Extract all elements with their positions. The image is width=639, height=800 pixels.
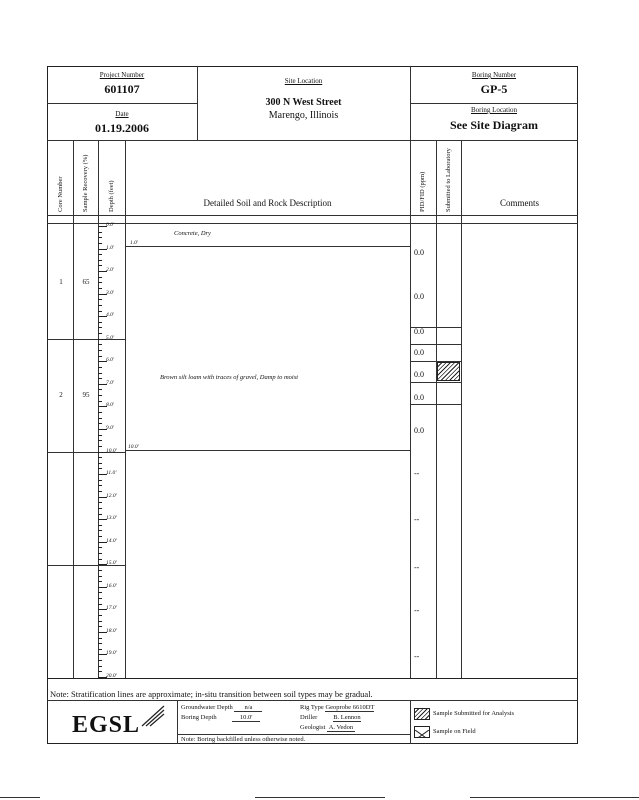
pid-header: PID/FID (ppm) [419,171,426,212]
depth-label: 1.0' [106,244,115,251]
pid-cell-divider [410,404,461,405]
rig-type-row [300,704,374,712]
pid-reading: -- [414,469,420,478]
depth-tick-minor [98,435,102,436]
depth-tick-minor [98,463,102,464]
site-location-label: Site Location [284,77,323,85]
pid-reading: 0.0 [414,292,424,301]
depth-header: Depth (feet) [108,180,115,212]
pid-reading: 0.0 [414,370,424,379]
project-number: 601107 [104,82,140,96]
pid-reading: -- [414,652,420,661]
pid-cell-divider [410,382,461,383]
pid-reading: -- [414,606,420,615]
depth-tick-minor [98,344,102,345]
comments-header: Comments [499,198,539,208]
site-line-2: Marengo, Illinois [268,110,339,121]
depth-label: 16.0' [106,582,117,589]
depth-tick-minor [98,265,102,266]
depth-label: 12.0' [106,492,117,499]
depth-tick-minor [98,643,102,644]
footer-note-line [47,700,578,701]
depth-label: 17.0' [106,605,117,612]
depth-label: 14.0' [106,537,117,544]
depth-label: 2.0' [106,267,115,274]
depth-tick-minor [98,356,102,357]
depth-label: 18.0' [106,627,117,634]
groundwater-value: n/a [234,704,262,712]
depth-tick-minor [98,649,102,650]
depth-tick-minor [98,277,102,278]
depth-tick-minor [98,553,102,554]
groundwater-label: Groundwater Depth [181,704,233,711]
sample-recovery-header: Sample Recovery (%) [82,154,89,212]
layer-depth-2: 10.0' [128,444,139,450]
depth-label: 5.0' [106,334,115,341]
boring-number: GP-5 [480,82,508,96]
boring-number-label: Boring Number [471,71,517,79]
geologist-value: A. Vedon [328,724,354,731]
layer-line-2 [125,450,410,451]
depth-tick-minor [98,327,102,328]
depth-label: 19.0' [106,650,117,657]
project-number-label: Project Number [99,71,145,79]
depth-tick-minor [98,440,102,441]
footer-divider-1 [177,700,178,744]
depth-label: 9.0' [106,424,115,431]
depth-tick-minor [98,412,102,413]
pid-cell-divider [410,327,461,328]
depth-tick-minor [98,322,102,323]
layer-description-1: Concrete, Dry [174,230,211,237]
depth-tick-minor [98,514,102,515]
boring-location: See Site Diagram [450,118,538,132]
depth-label: 11.0' [106,470,117,477]
egsl-logo-swoosh-icon [140,704,166,730]
col-line-desc [410,140,411,678]
col-line-depth [125,140,126,678]
depth-tick-minor [98,615,102,616]
footer-backfill-line [177,734,410,735]
geologist-label: Geologist [300,724,326,731]
depth-tick-minor [98,389,102,390]
depth-label: 8.0' [106,402,115,409]
depth-label: 13.0' [106,515,117,522]
driller-value: B. Lennon [333,714,361,721]
depth-tick-minor [98,536,102,537]
depth-label: 3.0' [106,289,115,296]
legend-field-swatch [414,726,430,738]
depth-tick-minor [98,299,102,300]
col-line-submitted [461,140,462,678]
depth-tick-minor [98,260,102,261]
depth-tick-minor [98,530,102,531]
boring-depth-row [181,714,260,722]
depth-tick-minor [98,485,102,486]
header-mid-line-right [410,103,578,104]
depth-tick-minor [98,621,102,622]
stratification-note: Note: Stratification lines are approximate; in-situ transition between soil types may be gradual. [50,689,373,699]
pid-reading: 0.0 [414,348,424,357]
depth-label: 0.0' [106,222,115,228]
driller-label: Driller [300,714,318,721]
boring-depth-value: 10.0' [232,714,260,722]
pid-reading: 0.0 [414,327,424,336]
recovery-2: 95 [82,391,90,399]
pid-reading: -- [414,515,420,524]
pid-reading: -- [414,563,420,572]
depth-tick-minor [98,305,102,306]
scan-edge-line-3 [470,797,639,798]
site-line-1: 300 N West Street [265,97,342,108]
depth-tick-minor [98,638,102,639]
boring-log-sheet [47,66,578,744]
depth-tick-minor [98,401,102,402]
depth-tick-minor [98,288,102,289]
depth-tick-minor [98,311,102,312]
depth-tick-minor [98,581,102,582]
egsl-logo [72,712,140,739]
depth-label: 15.0' [106,560,117,567]
depth-tick-minor [98,373,102,374]
column-header-bottom-2 [47,223,578,224]
depth-tick-minor [98,232,102,233]
core-number-2: 2 [59,391,63,399]
col-line-pid [436,140,437,678]
depth-tick-minor [98,237,102,238]
depth-tick-minor [98,423,102,424]
col-line-core [73,140,74,678]
depth-tick-minor [98,418,102,419]
footer-divider-2 [410,700,411,744]
depth-tick-minor [98,480,102,481]
depth-tick-minor [98,598,102,599]
depth-tick-minor [98,592,102,593]
depth-label: 10.0' [106,447,117,454]
boring-depth-label: Boring Depth [181,714,217,721]
pid-reading: 0.0 [414,248,424,257]
depth-tick-minor [98,457,102,458]
submitted-header: Submitted to Laboratory [445,148,452,212]
footer-top-line [47,678,578,679]
legend-field-cross-icon [415,730,429,738]
scan-edge-line-1 [0,797,40,798]
depth-tick-minor [98,254,102,255]
pid-reading: 0.0 [414,426,424,435]
geologist-row [300,724,355,732]
depth-tick-minor [98,333,102,334]
date-value: 01.19.2006 [95,121,149,135]
depth-tick-minor [98,547,102,548]
depth-tick-minor [98,468,102,469]
depth-tick-minor [98,491,102,492]
column-header-bottom [47,215,578,216]
depth-tick-minor [98,525,102,526]
header-bottom-line [47,140,578,141]
pid-reading: 0.0 [414,393,424,402]
depth-tick-minor [98,395,102,396]
core-number-header: Core Number [57,176,64,212]
driller-row [300,714,361,722]
core-number-1: 1 [59,278,63,286]
description-header: Detailed Soil and Rock Description [203,198,332,208]
backfill-note: Note: Boring backfilled unless otherwise noted. [181,736,306,743]
depth-tick-minor [98,666,102,667]
depth-label: 20.0' [106,673,117,679]
recovery-1: 65 [82,278,90,286]
date-label: Date [115,110,129,118]
depth-label: 4.0' [106,312,115,319]
depth-tick-minor [98,502,102,503]
depth-tick-minor [98,282,102,283]
depth-tick-minor [98,604,102,605]
depth-tick-minor [98,378,102,379]
layer-depth-1: 1.0' [130,240,139,246]
pid-cell-divider [410,344,461,345]
depth-tick-minor [98,350,102,351]
groundwater-row [181,704,262,712]
depth-tick-minor [98,508,102,509]
header-mid-line-left [47,103,197,104]
layer-line-1 [125,246,410,247]
scan-edge-line-2 [255,797,385,798]
layer-description-2: Brown silt loam with traces of gravel, Damp to moist [160,374,299,381]
depth-tick-minor [98,367,102,368]
egsl-logo-text: EGSL [72,712,141,738]
depth-tick-minor [98,626,102,627]
depth-tick-minor [98,660,102,661]
depth-tick-minor [98,576,102,577]
legend-field-label: Sample on Field [433,728,476,735]
rig-type-value: Geoprobe 6610DT [325,704,375,711]
depth-label: 6.0' [106,357,115,364]
depth-tick-minor [98,570,102,571]
boring-location-label: Boring Location [470,106,518,114]
depth-tick-minor [98,243,102,244]
depth-tick-minor [98,671,102,672]
rig-type-label: Rig Type [300,704,324,711]
depth-tick-minor [98,446,102,447]
legend-analysis-swatch [414,708,430,720]
legend-analysis-label: Sample Submitted for Analysis [433,710,515,717]
sample-submitted-marker [437,362,460,381]
depth-tick-minor [98,559,102,560]
depth-label: 7.0' [106,379,115,386]
